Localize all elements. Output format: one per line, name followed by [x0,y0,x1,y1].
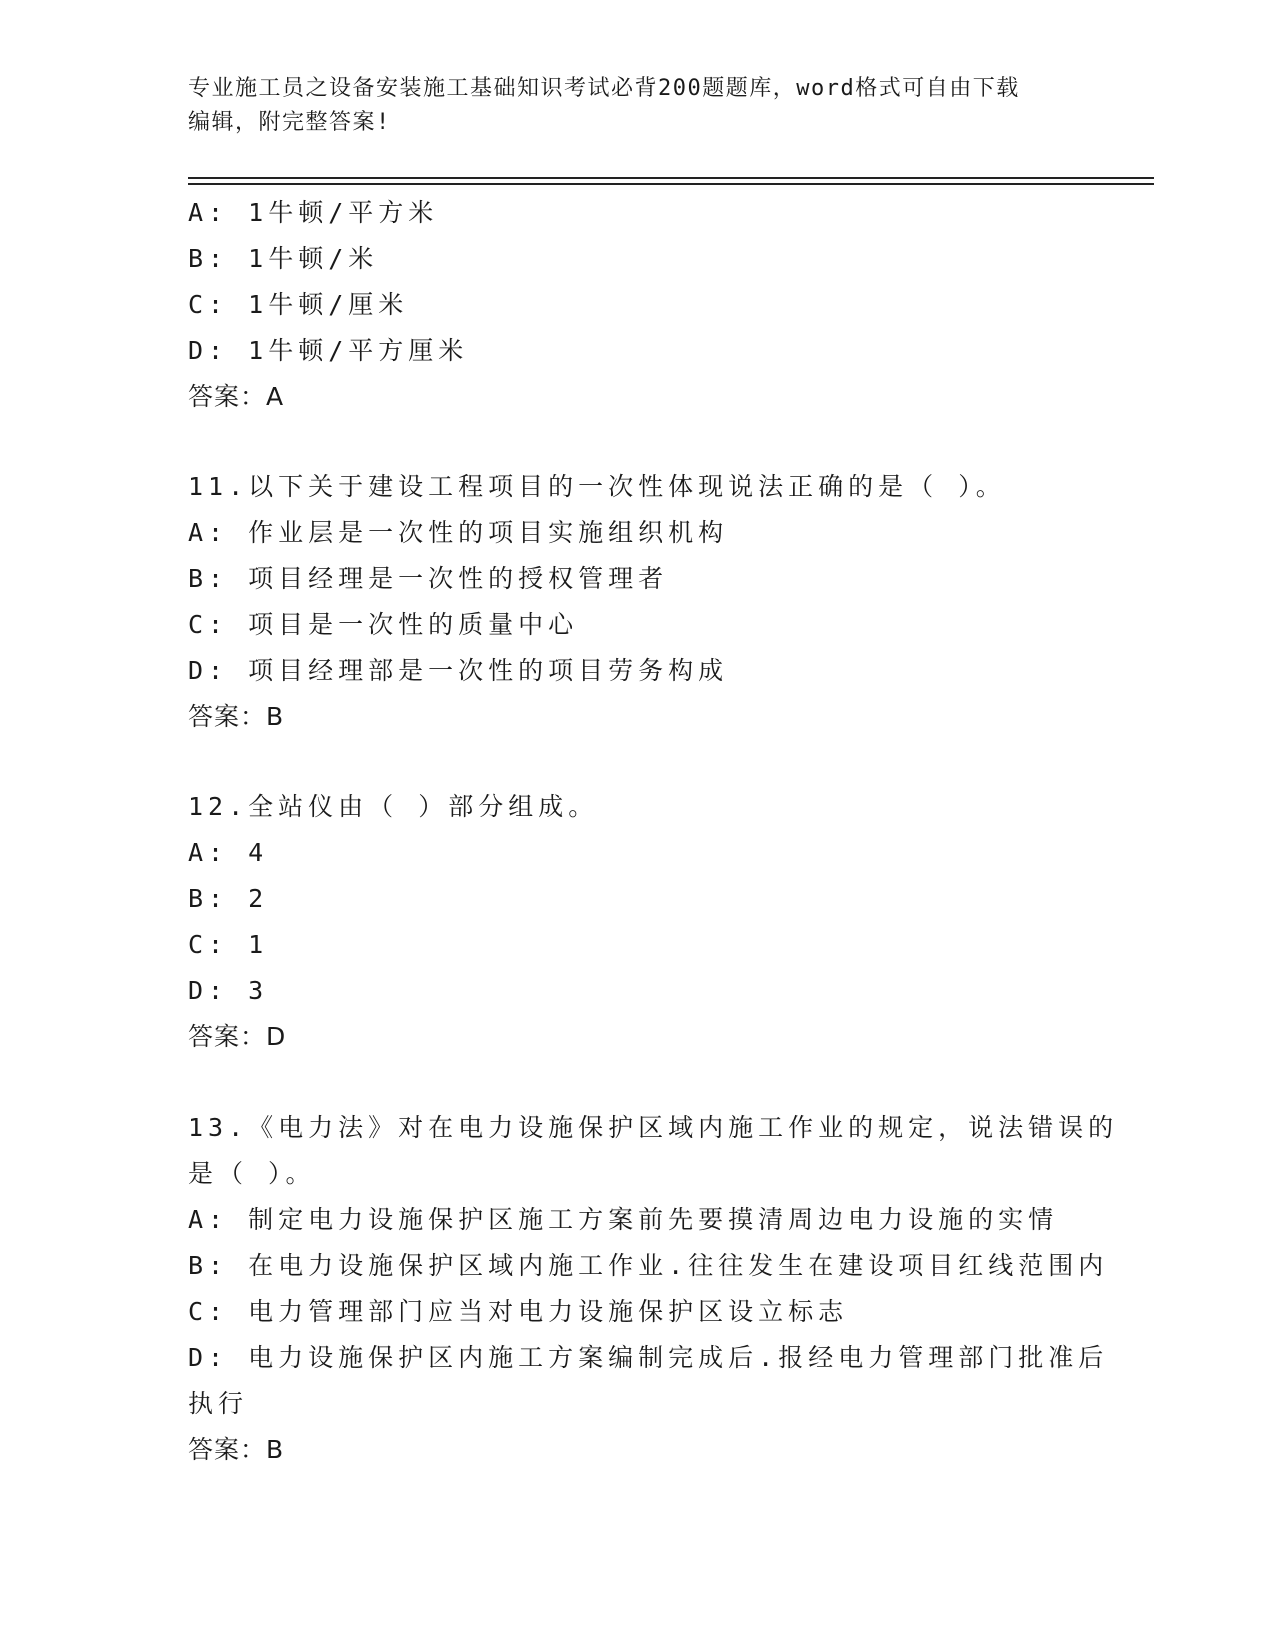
question-11-option-a: A: 作业层是一次性的项目实施组织机构 [188,518,729,547]
question-12-option-a: A: 4 [188,838,269,867]
document-header [188,72,1068,140]
question-11-option-c: C: 项目是一次性的质量中心 [188,610,579,639]
question-10 [188,190,1088,420]
header-rule-bottom [188,183,1154,185]
question-10-option-b: B: 1牛顿/米 [188,244,379,273]
header-title-line-2: 编辑，附完整答案! [188,110,391,135]
question-list [188,190,1119,1473]
question-13 [188,1105,1119,1473]
question-13-option-c: C: 电力管理部门应当对电力设施保护区设立标志 [188,1297,849,1326]
question-12-answer: 答案：D [188,1022,287,1051]
question-13-answer: 答案：B [188,1435,285,1464]
question-12-option-b: B: 2 [188,884,269,913]
question-10-option-d: D: 1牛顿/平方厘米 [188,336,469,365]
spacer [188,740,1088,784]
question-10-option-c: C: 1牛顿/厘米 [188,290,409,319]
header-title-line-1: 专业施工员之设备安装施工基础知识考试必背200题题库，word格式可自由下载 [188,76,1020,101]
question-13-option-b: B: 在电力设施保护区域内施工作业.往往发生在建设项目红线范围内 [188,1251,1109,1280]
question-12 [188,784,1088,1060]
question-11-answer: 答案：B [188,702,285,731]
question-12-stem: 12.全站仪由（ ）部分组成。 [188,792,599,821]
question-12-option-d: D: 3 [188,976,269,1005]
spacer [188,420,1088,464]
question-13-option-d-line-1: D: 电力设施保护区内施工方案编制完成后.报经电力管理部门批准后 [188,1343,1109,1372]
header-rule-top [188,177,1154,179]
spacer [188,1060,1088,1105]
question-13-stem-line-2: 是（ ）。 [188,1159,316,1188]
question-11 [188,464,1088,740]
question-11-option-d: D: 项目经理部是一次性的项目劳务构成 [188,656,729,685]
question-10-option-a: A: 1牛顿/平方米 [188,198,439,227]
question-13-stem-line-1: 13.《电力法》对在电力设施保护区域内施工作业的规定，说法错误的 [188,1113,1119,1142]
question-12-option-c: C: 1 [188,930,269,959]
question-10-answer: 答案：A [188,382,285,411]
question-13-option-a: A: 制定电力设施保护区施工方案前先要摸清周边电力设施的实情 [188,1205,1059,1234]
question-13-option-d-line-2: 执行 [188,1389,249,1418]
question-11-option-b: B: 项目经理是一次性的授权管理者 [188,564,669,593]
question-11-stem: 11.以下关于建设工程项目的一次性体现说法正确的是（ ）。 [188,472,1006,501]
